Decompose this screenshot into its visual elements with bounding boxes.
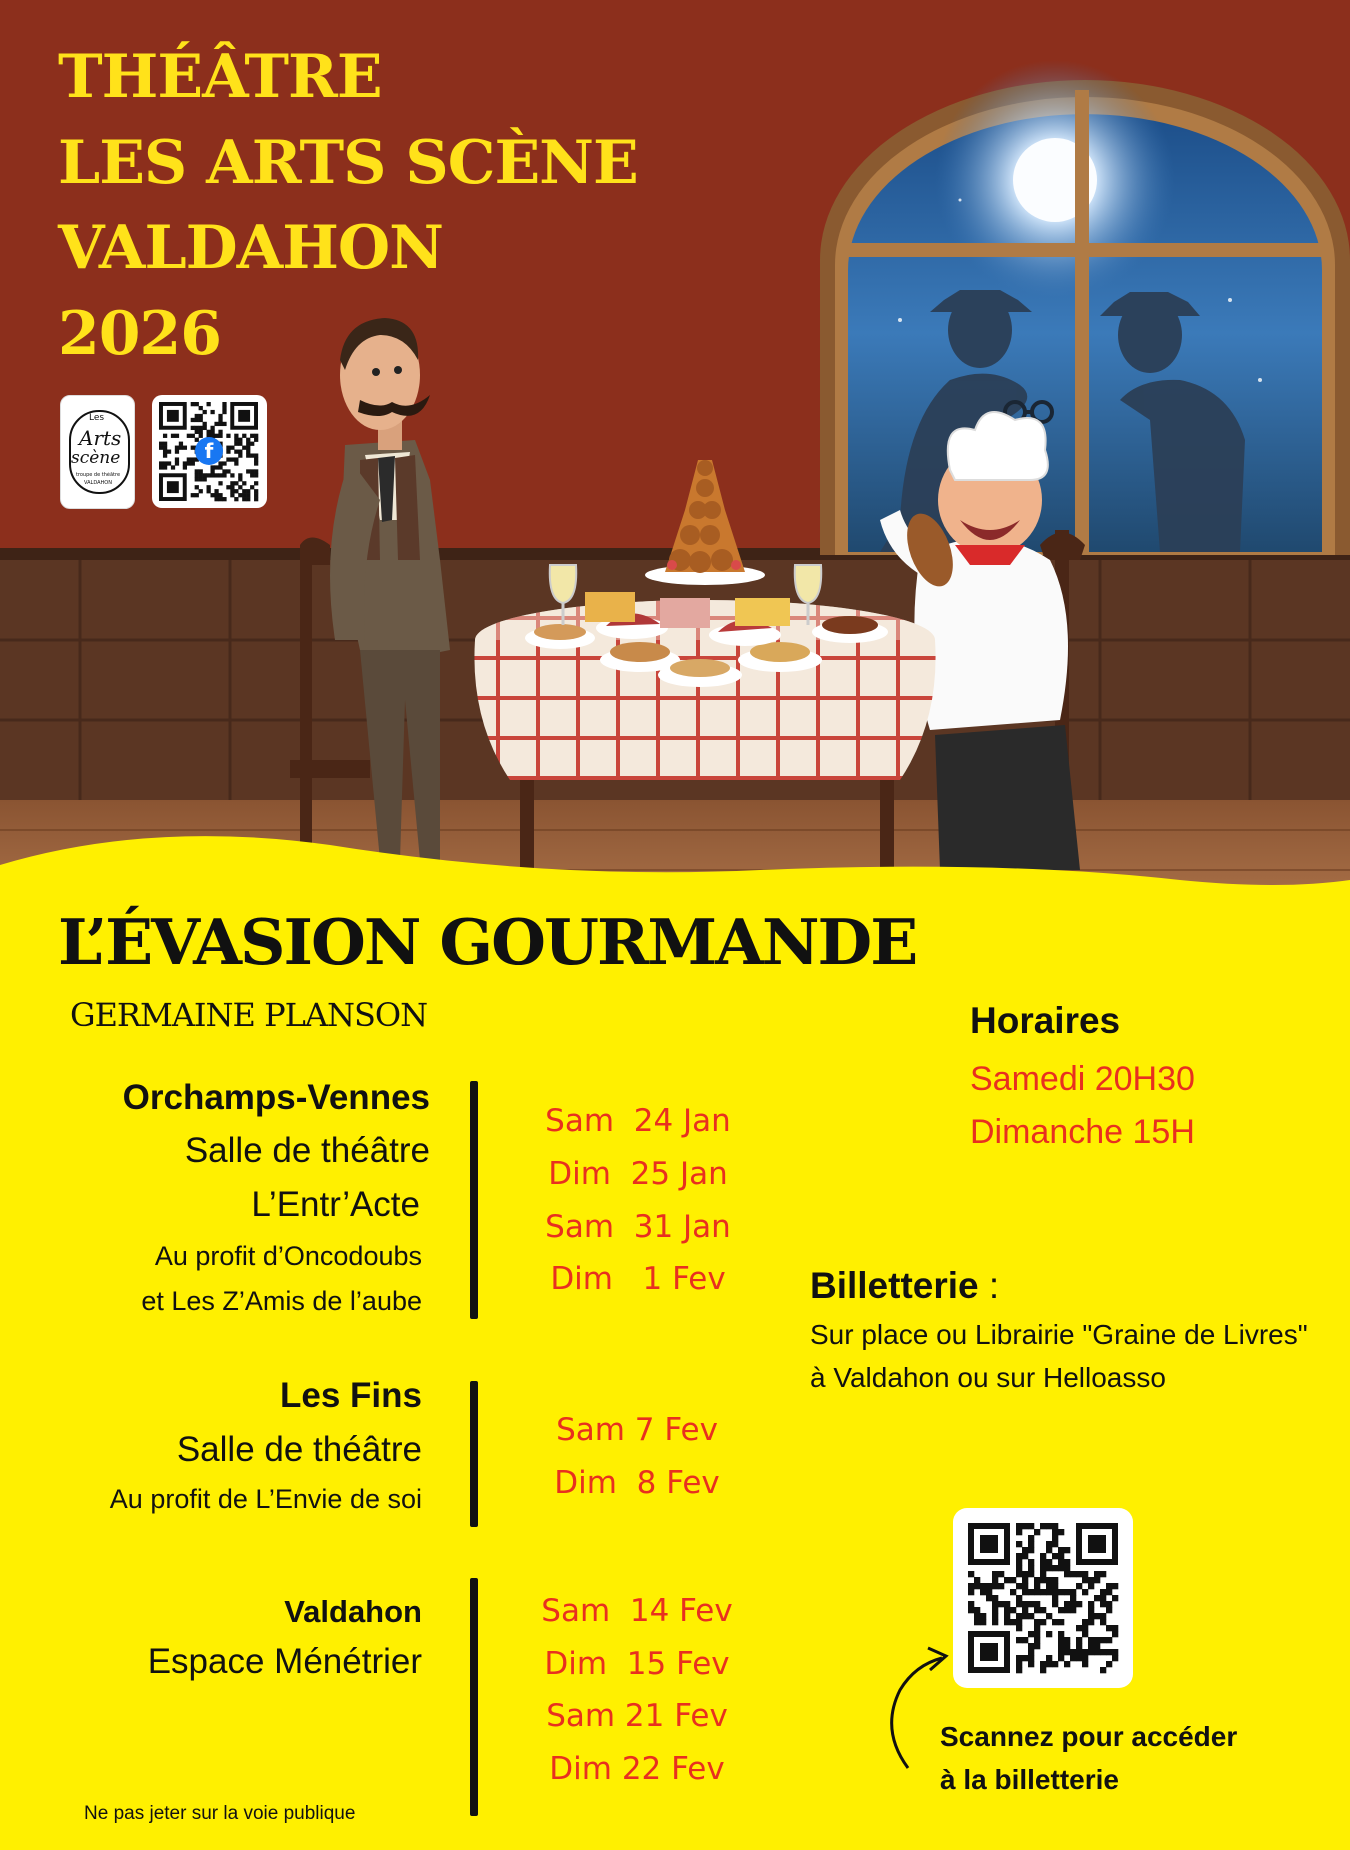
footer-note: Ne pas jeter sur la voie publique: [84, 1803, 356, 1824]
scan-instruction-line-2: à la billetterie: [940, 1764, 1119, 1795]
date-lesfins-1: Sam 7 Fev: [556, 1412, 718, 1448]
logo-text-scene: scène: [71, 448, 121, 468]
venue-town-valdahon: Valdahon: [284, 1594, 422, 1629]
venue-benefit-orchamps-1: Au profit d’Oncodoubs: [154, 1241, 422, 1271]
ticketing-qr-code[interactable]: [953, 1508, 1133, 1688]
schedule-heading: Horaires: [970, 1000, 1121, 1041]
header-line-year: 2026: [58, 299, 221, 369]
play-author: GERMAINE PLANSON: [70, 996, 428, 1034]
date-valdahon-1: Sam 14 Fev: [541, 1593, 733, 1629]
header-line-troupe: LES ARTS SCÈNE: [58, 128, 638, 198]
scan-instruction-line-1: Scannez pour accéder: [940, 1721, 1238, 1752]
logo-text-subtitle: troupe de théâtre: [75, 472, 121, 478]
date-valdahon-3: Sam 21 Fev: [546, 1698, 728, 1734]
venue-town-orchamps: Orchamps-Vennes: [122, 1078, 430, 1117]
tickets-heading: Billetterie: [810, 1265, 979, 1306]
header-line-theatre: THÉÂTRE: [58, 42, 382, 112]
qr-code-icon: [953, 1508, 1133, 1688]
schedule-sunday: Dimanche 15H: [970, 1113, 1195, 1151]
venue-benefit-lesfins: Au profit de L’Envie de soi: [109, 1484, 422, 1514]
facebook-icon: f: [195, 437, 223, 465]
venue-place-orchamps-1: Salle de théâtre: [184, 1131, 430, 1170]
venue-place-valdahon: Espace Ménétrier: [147, 1642, 422, 1681]
date-orchamps-3: Sam 31 Jan: [545, 1209, 731, 1245]
venue-benefit-orchamps-2: et Les Z’Amis de l’aube: [141, 1286, 422, 1316]
play-title: L’ÉVASION GOURMANDE: [58, 905, 917, 979]
venue-divider-orchamps: [470, 1081, 478, 1319]
tickets-heading-colon: :: [978, 1265, 1000, 1306]
tickets-heading-row: [810, 1265, 999, 1307]
tickets-description: Sur place ou Librairie "Graine de Livres" à Valdahon ou sur Helloasso: [810, 1319, 1308, 1393]
venue-divider-valdahon: [470, 1578, 478, 1816]
logo-text-arts: Arts: [79, 426, 122, 450]
date-valdahon-2: Dim 15 Fev: [544, 1646, 730, 1682]
venue-place-orchamps-2: L’Entr’Acte: [251, 1185, 420, 1224]
date-orchamps-4: Dim 1 Fev: [550, 1261, 726, 1297]
venue-town-lesfins: Les Fins: [280, 1376, 422, 1415]
logo-text-valdahon: VALDAHON: [84, 480, 112, 486]
facebook-qr-code[interactable]: [152, 395, 267, 508]
venue-divider-lesfins: [470, 1381, 478, 1527]
schedule-saturday: Samedi 20H30: [970, 1060, 1195, 1098]
header-line-town: VALDAHON: [58, 213, 444, 283]
date-lesfins-2: Dim 8 Fev: [554, 1465, 720, 1501]
troupe-logo: [60, 395, 135, 509]
date-orchamps-2: Dim 25 Jan: [548, 1156, 728, 1192]
date-valdahon-4: Dim 22 Fev: [549, 1751, 725, 1787]
scan-instruction: [940, 1715, 1237, 1801]
logo-text-les: Les: [89, 413, 105, 423]
venue-place-lesfins: Salle de théâtre: [176, 1430, 422, 1469]
date-orchamps-1: Sam 24 Jan: [545, 1103, 731, 1139]
